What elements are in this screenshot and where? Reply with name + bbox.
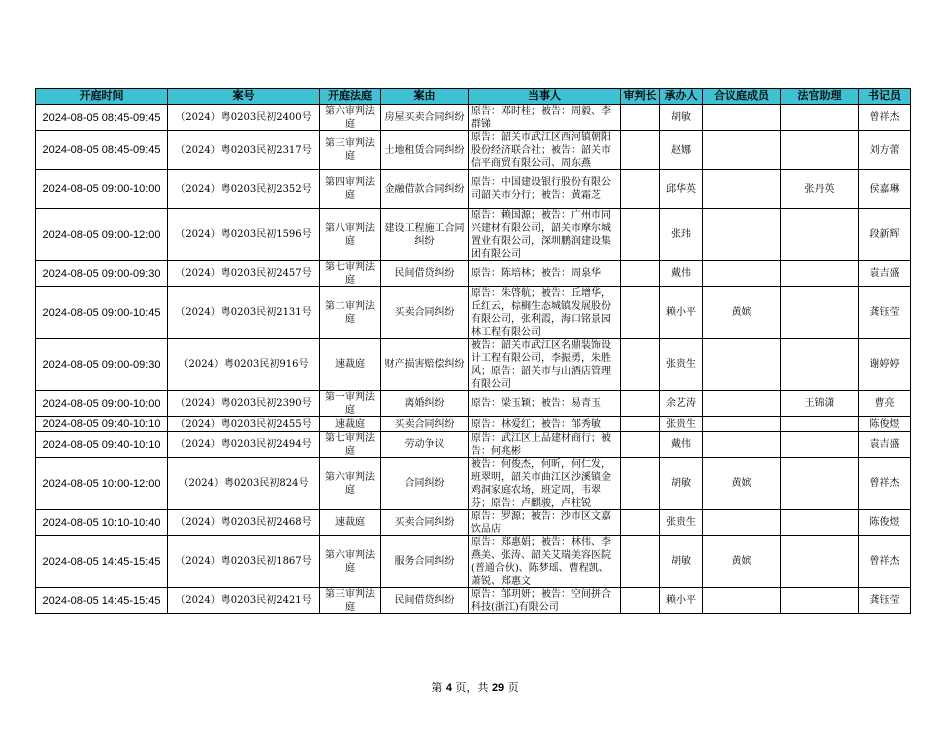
cell-case-no: （2024）粤0203民初2494号 xyxy=(168,432,320,458)
cell-case-no: （2024）粤0203民初2352号 xyxy=(168,170,320,209)
cell-chief-judge xyxy=(621,339,660,391)
cell-panel: 黄嫔 xyxy=(703,287,781,339)
cell-clerk: 刘方蕾 xyxy=(859,131,911,170)
cell-parties: 被告：何俊杰，何昕，何仁发，班翠明，韶关市曲江区沙溪镇金鸡洞家庭农场，班定周，韦翠芬；原告：卢麒骏，卢柱锐 xyxy=(469,458,621,510)
cell-court: 第一审判法庭 xyxy=(320,391,381,417)
cell-case-no: （2024）粤0203民初916号 xyxy=(168,339,320,391)
cell-court: 第四审判法庭 xyxy=(320,170,381,209)
cell-parties: 原告：邹玥妍；被告：空间拼合科技(浙江)有限公司 xyxy=(469,588,621,614)
cell-handler: 戴伟 xyxy=(660,432,703,458)
table-row xyxy=(36,339,911,391)
cell-court: 第七审判法庭 xyxy=(320,432,381,458)
cell-time: 2024-08-05 09:00-09:30 xyxy=(36,261,168,287)
cell-handler: 胡敏 xyxy=(660,536,703,588)
cell-clerk: 谢婷婷 xyxy=(859,339,911,391)
cell-court: 速裁庭 xyxy=(320,339,381,391)
table-row xyxy=(36,287,911,339)
cell-cause: 民间借贷纠纷 xyxy=(381,261,469,287)
cell-chief-judge xyxy=(621,105,660,131)
court-schedule-table xyxy=(35,88,911,614)
cell-time: 2024-08-05 14:45-15:45 xyxy=(36,588,168,614)
cell-assistant xyxy=(781,105,859,131)
cell-time: 2024-08-05 09:40-10:10 xyxy=(36,417,168,432)
cell-panel xyxy=(703,209,781,261)
cell-cause: 土地租赁合同纠纷 xyxy=(381,131,469,170)
cell-clerk: 陈俊煜 xyxy=(859,510,911,536)
cell-handler: 赖小平 xyxy=(660,588,703,614)
cell-handler: 张玮 xyxy=(660,209,703,261)
cell-assistant xyxy=(781,588,859,614)
cell-handler: 张贵生 xyxy=(660,339,703,391)
cell-clerk: 袁吉盛 xyxy=(859,432,911,458)
cell-time: 2024-08-05 08:45-09:45 xyxy=(36,105,168,131)
cell-panel xyxy=(703,105,781,131)
cell-clerk: 曾祥杰 xyxy=(859,458,911,510)
cell-cause: 建设工程施工合同纠纷 xyxy=(381,209,469,261)
cell-case-no: （2024）粤0203民初1867号 xyxy=(168,536,320,588)
table-row xyxy=(36,261,911,287)
cell-cause: 金融借款合同纠纷 xyxy=(381,170,469,209)
cell-time: 2024-08-05 09:00-09:30 xyxy=(36,339,168,391)
col-header-cause: 案由 xyxy=(381,89,469,105)
cell-time: 2024-08-05 08:45-09:45 xyxy=(36,131,168,170)
cell-cause: 合同纠纷 xyxy=(381,458,469,510)
cell-chief-judge xyxy=(621,131,660,170)
cell-assistant xyxy=(781,209,859,261)
cell-assistant xyxy=(781,287,859,339)
cell-handler: 赵娜 xyxy=(660,131,703,170)
cell-cause: 房屋买卖合同纠纷 xyxy=(381,105,469,131)
col-header-handler: 承办人 xyxy=(660,89,703,105)
cell-handler: 胡敏 xyxy=(660,458,703,510)
cell-cause: 民间借贷纠纷 xyxy=(381,588,469,614)
cell-panel xyxy=(703,170,781,209)
cell-parties: 原告：邓时桂；被告：周毅、李群锑 xyxy=(469,105,621,131)
cell-panel xyxy=(703,339,781,391)
col-header-case-no: 案号 xyxy=(168,89,320,105)
cell-court: 第三审判法庭 xyxy=(320,588,381,614)
cell-case-no: （2024）粤0203民初2421号 xyxy=(168,588,320,614)
cell-court: 第六审判法庭 xyxy=(320,105,381,131)
cell-cause: 离婚纠纷 xyxy=(381,391,469,417)
cell-case-no: （2024）粤0203民初2131号 xyxy=(168,287,320,339)
cell-court: 第七审判法庭 xyxy=(320,261,381,287)
cell-assistant xyxy=(781,432,859,458)
cell-cause: 买卖合同纠纷 xyxy=(381,510,469,536)
cell-court: 第二审判法庭 xyxy=(320,287,381,339)
cell-assistant xyxy=(781,510,859,536)
cell-chief-judge xyxy=(621,588,660,614)
cell-chief-judge xyxy=(621,261,660,287)
cell-assistant xyxy=(781,131,859,170)
cell-clerk: 袁吉盛 xyxy=(859,261,911,287)
cell-chief-judge xyxy=(621,536,660,588)
cell-panel xyxy=(703,261,781,287)
cell-case-no: （2024）粤0203民初2455号 xyxy=(168,417,320,432)
col-header-time: 开庭时间 xyxy=(36,89,168,105)
table-row xyxy=(36,131,911,170)
cell-case-no: （2024）粤0203民初824号 xyxy=(168,458,320,510)
cell-chief-judge xyxy=(621,209,660,261)
cell-panel xyxy=(703,510,781,536)
cell-handler: 张贵生 xyxy=(660,510,703,536)
cell-time: 2024-08-05 09:40-10:10 xyxy=(36,432,168,458)
cell-time: 2024-08-05 14:45-15:45 xyxy=(36,536,168,588)
col-header-court: 开庭法庭 xyxy=(320,89,381,105)
cell-handler: 余艺涛 xyxy=(660,391,703,417)
cell-case-no: （2024）粤0203民初1596号 xyxy=(168,209,320,261)
header-row xyxy=(36,89,911,105)
cell-parties: 被告：韶关市武江区名鼎装饰设计工程有限公司，李振勇，朱胜风；原告：韶关市与山酒店管理有限公司 xyxy=(469,339,621,391)
cell-court: 第六审判法庭 xyxy=(320,458,381,510)
cell-assistant xyxy=(781,536,859,588)
table-row xyxy=(36,391,911,417)
cell-clerk: 龚钰莹 xyxy=(859,287,911,339)
cell-assistant: 张丹英 xyxy=(781,170,859,209)
cell-assistant xyxy=(781,339,859,391)
cell-court: 第八审判法庭 xyxy=(320,209,381,261)
table-row xyxy=(36,209,911,261)
table-row xyxy=(36,510,911,536)
table-row xyxy=(36,588,911,614)
cell-parties: 原告：朱啓航；被告：丘增华，丘红云，棕榈生态城镇发展股份有限公司，张利霞，海口铭景园林工程有限公司 xyxy=(469,287,621,339)
cell-parties: 原告：梁玉颖；被告：易青玉 xyxy=(469,391,621,417)
cell-time: 2024-08-05 09:00-10:00 xyxy=(36,391,168,417)
cell-case-no: （2024）粤0203民初2390号 xyxy=(168,391,320,417)
cell-time: 2024-08-05 09:00-10:45 xyxy=(36,287,168,339)
col-header-assistant: 法官助理 xyxy=(781,89,859,105)
cell-chief-judge xyxy=(621,287,660,339)
cell-clerk: 龚钰莹 xyxy=(859,588,911,614)
cell-parties: 原告：韶关市武江区西河镇朝阳股份经济联合社；被告：韶关市信平商贸有限公司、周东燕 xyxy=(469,131,621,170)
cell-court: 第三审判法庭 xyxy=(320,131,381,170)
cell-clerk: 陈俊煜 xyxy=(859,417,911,432)
table-row xyxy=(36,417,911,432)
cell-cause: 服务合同纠纷 xyxy=(381,536,469,588)
cell-time: 2024-08-05 09:00-12:00 xyxy=(36,209,168,261)
cell-cause: 买卖合同纠纷 xyxy=(381,287,469,339)
cell-court: 速裁庭 xyxy=(320,510,381,536)
cell-case-no: （2024）粤0203民初2400号 xyxy=(168,105,320,131)
table-row xyxy=(36,458,911,510)
cell-parties: 原告：郑惠娟；被告：林伟、李燕美、张涛、韶关艾瑞美容医院(普通合伙)、陈梦瑶、曹程凯、萧锐、郑惠文 xyxy=(469,536,621,588)
cell-chief-judge xyxy=(621,170,660,209)
cell-cause: 财产损害赔偿纠纷 xyxy=(381,339,469,391)
cell-panel xyxy=(703,391,781,417)
cell-assistant xyxy=(781,261,859,287)
cell-case-no: （2024）粤0203民初2317号 xyxy=(168,131,320,170)
cell-chief-judge xyxy=(621,432,660,458)
cell-assistant xyxy=(781,417,859,432)
cell-clerk: 曾祥杰 xyxy=(859,105,911,131)
total-page-count: 29 xyxy=(491,682,505,694)
cell-parties: 原告：林爱红；被告：邹秀敏 xyxy=(469,417,621,432)
cell-handler: 张贵生 xyxy=(660,417,703,432)
cell-chief-judge xyxy=(621,510,660,536)
cell-panel xyxy=(703,432,781,458)
cell-parties: 原告：罗源；被告：沙市区文嘉饮品店 xyxy=(469,510,621,536)
cell-chief-judge xyxy=(621,417,660,432)
cell-handler: 胡敏 xyxy=(660,105,703,131)
cell-court: 第六审判法庭 xyxy=(320,536,381,588)
col-header-panel: 合议庭成员 xyxy=(703,89,781,105)
cell-time: 2024-08-05 10:00-12:00 xyxy=(36,458,168,510)
cell-court: 速裁庭 xyxy=(320,417,381,432)
current-page-number: 4 xyxy=(445,682,452,694)
cell-time: 2024-08-05 09:00-10:00 xyxy=(36,170,168,209)
cell-handler: 邱华英 xyxy=(660,170,703,209)
page-footer: 第 4 页，共 29 页 xyxy=(431,681,519,694)
cell-clerk: 侯嘉琳 xyxy=(859,170,911,209)
cell-cause: 买卖合同纠纷 xyxy=(381,417,469,432)
cell-assistant: 王锦潇 xyxy=(781,391,859,417)
cell-parties: 原告：武江区上品建材商行；被告：何兆彬 xyxy=(469,432,621,458)
cell-assistant xyxy=(781,458,859,510)
cell-parties: 原告：陈培林；被告：周泉华 xyxy=(469,261,621,287)
table-row xyxy=(36,170,911,209)
cell-clerk: 曾祥杰 xyxy=(859,536,911,588)
cell-parties: 原告：赖国源；被告：广州市同兴建材有限公司，韶关市摩尔城置业有限公司，深圳鹏润建设集团有限公司 xyxy=(469,209,621,261)
cell-panel: 黄嫔 xyxy=(703,458,781,510)
cell-cause: 劳动争议 xyxy=(381,432,469,458)
cell-handler: 赖小平 xyxy=(660,287,703,339)
cell-clerk: 段新辉 xyxy=(859,209,911,261)
cell-case-no: （2024）粤0203民初2468号 xyxy=(168,510,320,536)
col-header-chief-judge: 审判长 xyxy=(621,89,660,105)
table-row xyxy=(36,105,911,131)
cell-chief-judge xyxy=(621,458,660,510)
cell-case-no: （2024）粤0203民初2457号 xyxy=(168,261,320,287)
cell-panel xyxy=(703,417,781,432)
cell-panel xyxy=(703,131,781,170)
cell-chief-judge xyxy=(621,391,660,417)
table-row xyxy=(36,536,911,588)
col-header-clerk: 书记员 xyxy=(859,89,911,105)
cell-parties: 原告：中国建设银行股份有限公司韶关市分行；被告：黄霜芝 xyxy=(469,170,621,209)
cell-handler: 戴伟 xyxy=(660,261,703,287)
cell-time: 2024-08-05 10:10-10:40 xyxy=(36,510,168,536)
col-header-parties: 当事人 xyxy=(469,89,621,105)
cell-panel: 黄嫔 xyxy=(703,536,781,588)
cell-panel xyxy=(703,588,781,614)
cell-clerk: 曹亮 xyxy=(859,391,911,417)
table-row xyxy=(36,432,911,458)
